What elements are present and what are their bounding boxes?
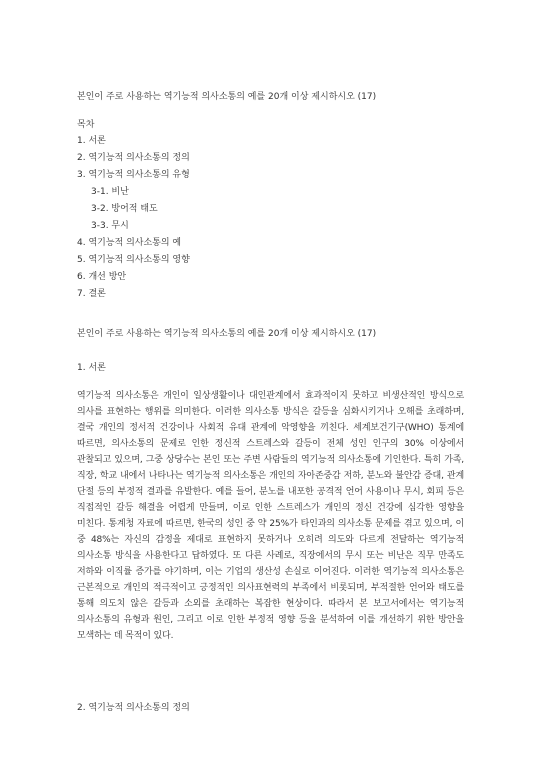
section-heading-introduction: 1. 서론	[77, 363, 106, 373]
toc-item: 7. 결론	[77, 289, 106, 299]
document-title: 본인이 주로 사용하는 역기능적 의사소통의 예를 20개 이상 제시하시오 (17)	[77, 92, 377, 102]
toc-item: 2. 역기능적 의사소통의 정의	[77, 153, 190, 163]
toc-subitem: 3-3. 무시	[91, 221, 129, 231]
toc-item: 6. 개선 방안	[77, 272, 127, 282]
document-title-repeat: 본인이 주로 사용하는 역기능적 의사소통의 예를 20개 이상 제시하시오 (17)	[77, 329, 377, 339]
table-of-contents	[77, 133, 190, 303]
toc-heading: 목차	[77, 120, 95, 130]
toc-item: 5. 역기능적 의사소통의 영향	[77, 255, 190, 265]
toc-item: 3. 역기능적 의사소통의 유형	[77, 170, 190, 180]
toc-item: 1. 서론	[77, 136, 106, 146]
section-heading-definition: 2. 역기능적 의사소통의 정의	[77, 703, 190, 713]
toc-subitem: 3-1. 비난	[91, 187, 129, 197]
toc-subitem: 3-2. 방어적 태도	[91, 204, 158, 214]
toc-item: 4. 역기능적 의사소통의 예	[77, 238, 182, 248]
introduction-paragraph: 역기능적 의사소통은 개인이 일상생활이나 대인관계에서 효과적이지 못하고 비생산적인 방식으로 의사를 표현하는 행위를 의미한다. 이러한 의사소통 방식은 갈등을 심화시키거나 오해를 초래하며, 결국 개인의 정서적 건강이나 사회적 유대 관계에 악영향을 끼친다. 세계보건기구(WHO) 통계에 따르면, 의사소통의 문제로 인한 정신적 스트레스와 갈등이 전체 성인 인구의 30% 이상에서 관찰되고 있으며, 그중 상당수는 본인 또는 주변 사람들의 역기능적 의사소통에 기인한다. 특히 가족, 직장, 학교 내에서 나타나는 역기능적 의사소통은 개인의 자아존중감 저하, 분노와 불안감 증대, 관계 단절 등의 부정적 결과를 유발한다. 예를 들어, 분노를 내포한 공격적 언어 사용이나 무시, 회피 등은 직접적인 갈등 해결을 어렵게 만들며, 이로 인한 스트레스가 개인의 정신 건강에 심각한 영향을 미친다. 통계청 자료에 따르면, 한국의 성인 중 약 25%가 타인과의 의사소통 문제를 겪고 있으며, 이 중 48%는 자신의 감정을 제대로 표현하지 못하거나 오히려 의도와 다르게 전달하는 역기능적 의사소통 방식을 사용한다고 답하였다. 또 다른 사례로, 직장에서의 무시 또는 비난은 직무 만족도 저하와 이직률 증가를 야기하며, 이는 기업의 생산성 손실로 이어진다. 이러한 역기능적 의사소통은 근본적으로 개인의 적극적이고 긍정적인 의사표현력의 부족에서 비롯되며, 부적절한 언어와 태도를 통해 의도치 않은 갈등과 소외를 초래하는 복잡한 현상이다. 따라서 본 보고서에서는 역기능적 의사소통의 유형과 원인, 그리고 이로 인한 부정적 영향 등을 분석하여 이를 개선하기 위한 방안을 모색하는 데 목적이 있다.	[77, 391, 464, 641]
